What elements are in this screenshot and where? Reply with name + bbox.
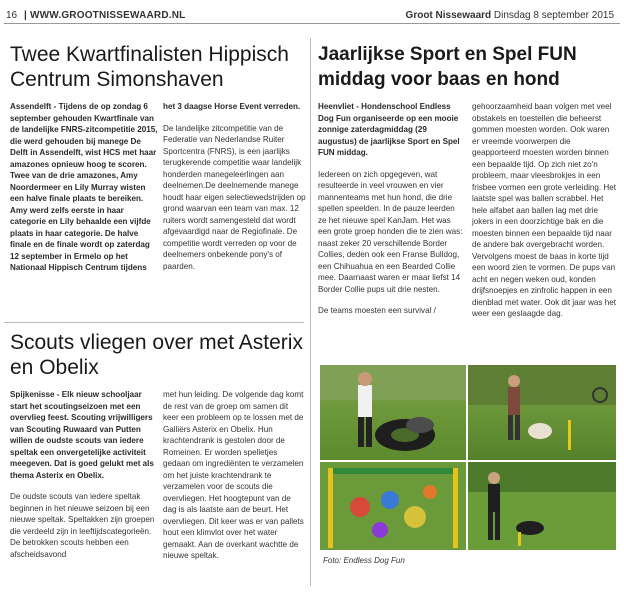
publication-date: Dinsdag 8 september 2015 bbox=[493, 10, 614, 21]
article1-column-2 bbox=[163, 101, 306, 282]
photo-dog-hurdle bbox=[468, 365, 616, 460]
photo-dog-tires bbox=[320, 365, 466, 460]
photo-toys-frame bbox=[320, 462, 466, 550]
article1-title: Twee Kwartfinalisten Hippisch Centrum Simonshaven bbox=[10, 43, 289, 91]
site-url[interactable]: | WWW.GROOTNISSEWAARD.NL bbox=[24, 10, 186, 21]
photo-caption: Foto: Endless Dog Fun bbox=[323, 556, 405, 565]
article3-column-2 bbox=[163, 389, 306, 572]
article3-lead: Spijkenisse - Elk nieuw schooljaar start het scoutingseizoen met een overvlieg feest. Scouting vrijwilligers van Scouting Ruwaard van Putten willen de oudste scouts van iedere speltak een onvergetelijke activiteit meegeven. Dat is goed gelukt met als thema Asterix en Obelix. bbox=[10, 390, 154, 480]
article3-column-1 bbox=[10, 389, 158, 570]
article2-lead: Heenvliet - Hondenschool Endless Dog Fun organiseerde op een mooie zonnige zaterdagmiddag (29 augustus) de jaarlijkse Sport en Spel FUN middag. bbox=[318, 102, 460, 157]
article2-body-3: gehoorzaamheid baan volgen met veel obstakels en toestellen die beheerst gommen moesten worden. Ook waren er vreemde voorwerpen die geapporteerd moesten worden binnen een bepaalde tijd. Op zich niet zo'n probleem, maar vleesbrokjes in een frisbee vormen een grote verleiding. Het laatste spel was ballen scrabbel. Het hele alfabet aan ballen lag met drie jokers in een doorzichtige bak en die moesten binnen een bepaalde tijd naar de andere bak overgebracht worden. Vervolgens moest de baas in korte tijd een woord zien te vormen. De pups van acht en negen weken oud, konden drijfsnoepjes en zinfrolic happen in een dienblad met water. Ook dit jaar was het weer een geslaagde dag. bbox=[472, 102, 616, 318]
article1-body: De landelijke zitcompetitie van de Federatie van Nederlandse Ruiter Sportcentra (FNRS), is een jaarlijks terugkerende competitie waar landelijk honderden manegeleerlingen aan deelnemen.De deelnemende manege houdt haar eigen selectiewedstrijden op grond waarvan een team van max. 12 ruiters wordt samengesteld dat wordt afgevaardigd naar de Regiofinale. De competitie wordt verreden op voor de deelnemers onbekende pony's of paarden. bbox=[163, 123, 306, 271]
article1-lead-continued: het 3 daagse Horse Event verreden. bbox=[163, 102, 301, 111]
photo-toys-frame-illustration bbox=[320, 462, 466, 550]
publication-name: Groot Nissewaard bbox=[405, 10, 492, 21]
photo-dog-jump-illustration bbox=[468, 462, 616, 550]
article1-lead: Assendelft - Tijdens de op zondag 6 september gehouden Kwartfinale van de landelijke FNRS-zitcompetitie 2015, die werd gehouden bij manege De Delft in Assendelft, wist HCS met haar amazones opnieuw hoog te scoren. Twee van de drie amazones, Amy Noordermeer en Lily Murray wisten een halve finale plaats te bereiken. Amy werd zelfs eerste in haar categorie en Lily behaalde een vijfde plaats in haar categorie. De halve finale en de finale wordt op zaterdag 12 september in Ermelo op het Nationaal Hippisch Centrum tijdens bbox=[10, 102, 158, 272]
publication-line bbox=[406, 10, 614, 21]
column-divider bbox=[310, 38, 311, 586]
article2-title: Jaarlijkse Sport en Spel FUN middag voor baas en hond bbox=[318, 44, 577, 90]
header-rule bbox=[4, 23, 620, 24]
page-number: 16 bbox=[6, 10, 18, 21]
article1-column-1 bbox=[10, 101, 158, 284]
article3-body-1: De oudste scouts van iedere speltak beginnen in het nieuwe seizoen bij een nieuwe speltak. Speltakken zijn groepen die verdeeld zijn in leeftijdscategorieën. De betrokken scouts hebben een afscheidsavond bbox=[10, 492, 155, 559]
article2-body-2: De teams moesten een survival / bbox=[318, 306, 436, 315]
photo-dog-hurdle-illustration bbox=[468, 365, 616, 460]
article-divider bbox=[4, 322, 304, 323]
article3-body-2: met hun leiding. De volgende dag komt de rest van de groep om samen dit keer een probleem op te lossen met de Galliërs Asterix en Obelix. Hun krachtendrank is gestolen door de Romeinen. Er worden spelletjes gedaan om ingrediënten te verzamelen om het juiste krachtendrank te verzamelen voor de scouts die overvliegen. Het hoogtepunt van de dag is als laatste aan de beurt. Het overvliegen. Dit keer was er van pallets hout een klimvlot over het water gemaakt. Aan de overkant wachtte de nieuwe speltak. bbox=[163, 390, 304, 560]
article2-column-2 bbox=[472, 101, 618, 330]
photo-dog-jump bbox=[468, 462, 616, 550]
article2-body-1: Iedereen on zich opgegeven, wat resulteerde in veel vrouwen en vier mannenteams met hun hond, die drie spellen speelden. In de pauze leerden ze het nieuwe spel KanJam. Het was een grote groep honden die te zien was: naast zeker 20 verschillende Border Collies, deden ook een Franse Bulldog, een Chihuahua en een Bearded Collie mee. Daarnaast waren er maar liefst 14 Border Collie pups uit drie nesten. bbox=[318, 169, 463, 294]
article3-title: Scouts vliegen over met Asterix en Obelix bbox=[10, 331, 303, 379]
photo-dog-tires-illustration bbox=[320, 365, 466, 460]
article2-column-1 bbox=[318, 101, 464, 327]
